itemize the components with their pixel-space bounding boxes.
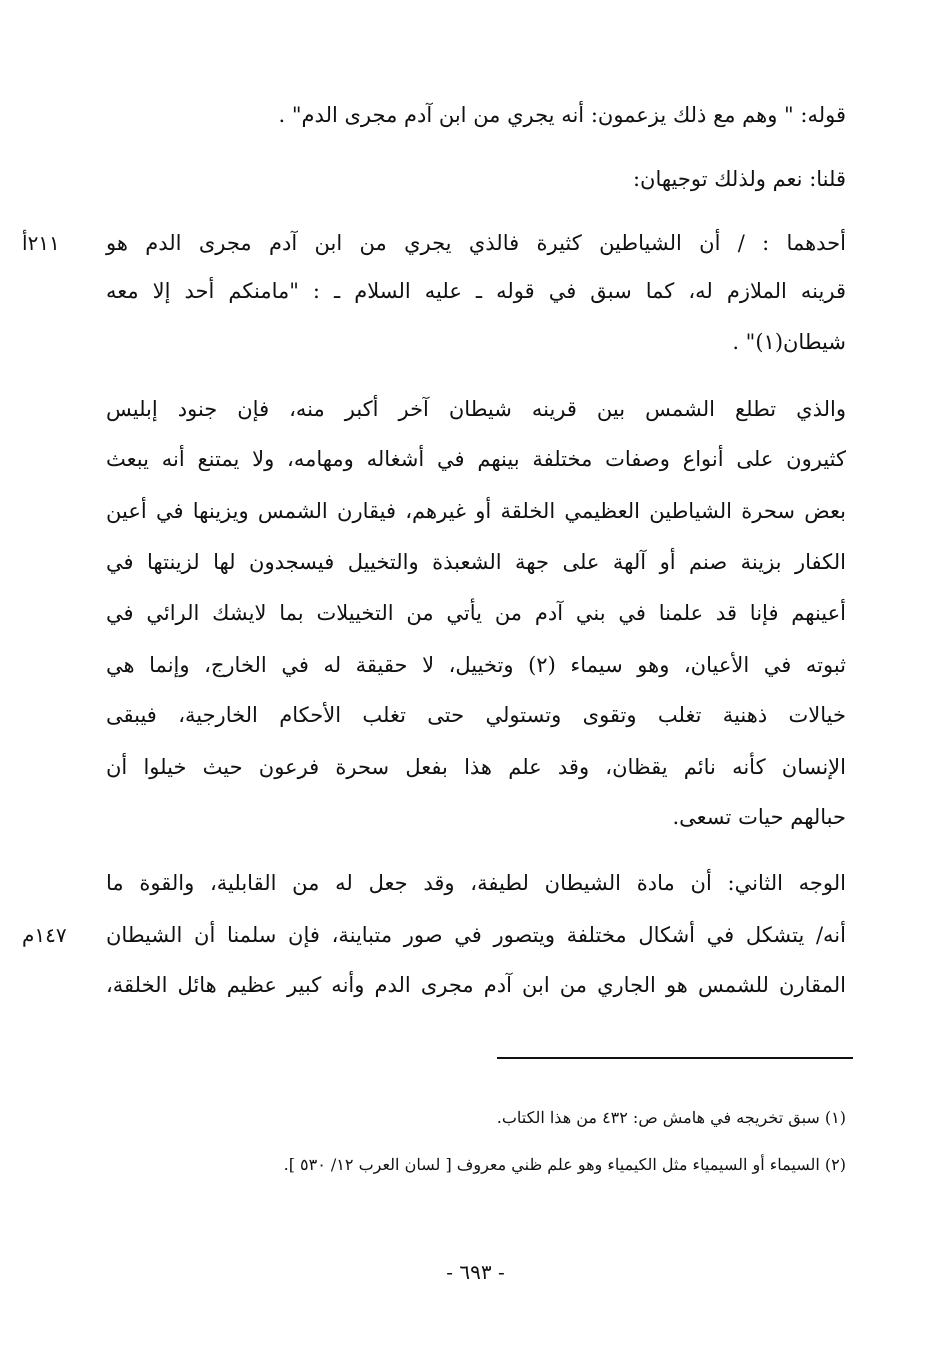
- footnote-separator: [497, 1057, 853, 1059]
- text-line-9: الكفار بزينة صنم أو آلهة على جهة الشعبذة والتخييل فيسجدون لها لزينتها في: [106, 550, 846, 574]
- text-line-12: خيالات ذهنية تغلب وتقوى وتستولي حتى تغلب الأحكام الخارجية، فيبقى: [106, 703, 846, 727]
- text-line-13: الإنسان كأنه نائم يقظان، وقد علم هذا بفعل سحرة فرعون حيث خيلوا أن: [106, 755, 846, 779]
- text-line-6: والذي تطلع الشمس بين قرينه شيطان آخر أكبر منه، فإن جنود إبليس: [106, 397, 846, 421]
- page-number: - ٦٩٣ -: [446, 1260, 505, 1284]
- text-line-2: قلنا: نعم ولذلك توجيهان:: [632, 167, 846, 191]
- text-line-14: حبالهم حيات تسعى.: [672, 805, 846, 829]
- text-line-10: أعينهم فإنا قد علمنا في بني آدم من يأتي من التخييلات بما لايشك الرائي في: [106, 601, 846, 625]
- text-line-11: ثبوته في الأعيان، وهو سيماء (٢) وتخييل، لا حقيقة له في الخارج، وإنما هي: [106, 653, 847, 677]
- text-line-8: بعض سحرة الشياطين العظيمي الخلقة أو غيرهم، فيقارن الشمس ويزينها في أعين: [106, 499, 846, 523]
- text-line-15: الوجه الثاني: أن مادة الشيطان لطيفة، وقد جعل له من القابلية، والقوة ما: [106, 871, 846, 895]
- footnote-2: (٢) السيماء أو السيمياء مثل الكيمياء وهو علم ظني معروف [ لسان العرب ١٢/ ٥٣٠ ].: [283, 1155, 846, 1174]
- margin-folio-note-1: ٢١١أ: [22, 231, 60, 255]
- text-line-3: أحدهما : / أن الشياطين كثيرة فالذي يجري من ابن آدم مجرى الدم هو: [106, 231, 847, 255]
- text-line-16: أنه/ يتشكل في أشكال مختلفة ويتصور في صور متباينة، فإن سلمنا أن الشيطان: [106, 923, 846, 947]
- text-line-4: قرينه الملازم له، كما سبق في قوله ـ عليه السلام ـ : "مامنكم أحد إلا معه: [106, 279, 846, 303]
- footnote-1: (١) سبق تخريجه في هامش ص: ٤٣٢ من هذا الكتاب.: [496, 1108, 846, 1127]
- text-line-1: قوله: " وهم مع ذلك يزعمون: أنه يجري من ابن آدم مجرى الدم" .: [278, 103, 846, 127]
- text-line-7: كثيرون على أنواع وصفات مختلفة بينهم في أشغاله ومهامه، ولا يمتنع أنه يبعث: [106, 447, 846, 471]
- text-line-5: شيطان(١)" .: [732, 330, 846, 354]
- text-line-17: المقارن للشمس هو الجاري من ابن آدم مجرى الدم وأنه كبير عظيم هائل الخلقة،: [106, 973, 846, 997]
- margin-folio-note-2: ١٤٧م: [22, 923, 67, 947]
